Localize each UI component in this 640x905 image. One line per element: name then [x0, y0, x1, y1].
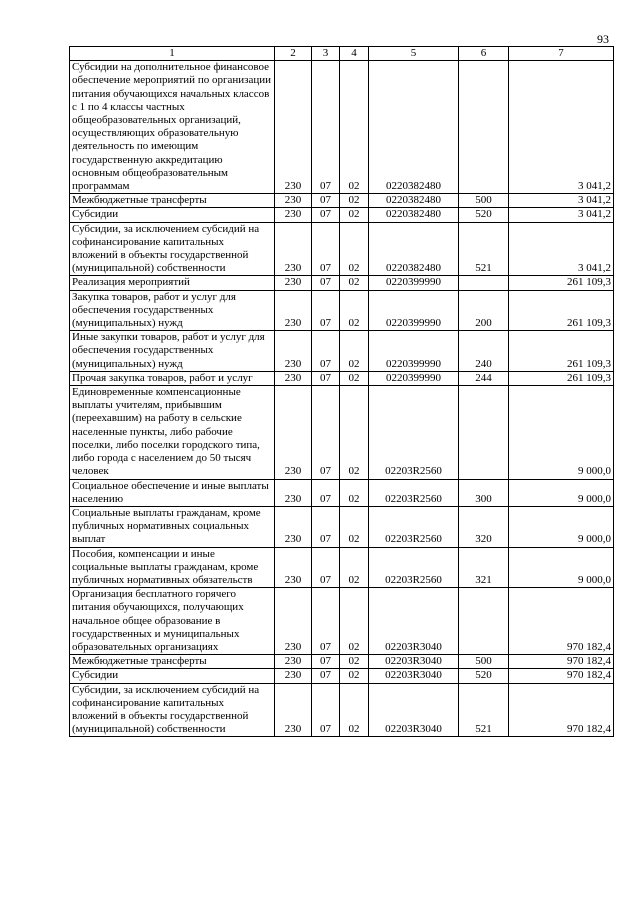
- expense-type-code-cell: 240: [459, 331, 509, 372]
- ministry-code-cell: 230: [275, 588, 312, 655]
- section-code-cell: 07: [312, 222, 340, 276]
- item-name-cell: Субсидии на дополнительное финансовое обеспечение мероприятий по организации питания обучающихся начальных классов с 1 по 4 классы частных общеобразовательных организаций, осуществляющих образовательную деятельность по имеющим государственную аккредитацию основным общеобразовательным программам: [70, 61, 275, 194]
- target-article-code-cell: 02203R2560: [369, 386, 459, 479]
- header-cell: 7: [509, 47, 614, 61]
- item-name-cell: Межбюджетные трансферты: [70, 194, 275, 208]
- expense-type-code-cell: 321: [459, 547, 509, 588]
- section-code-cell: 07: [312, 276, 340, 290]
- item-name-cell: Единовременные компенсационные выплаты учителям, прибывшим (переехавшим) на работу в сельские населенные пункты, либо рабочие поселки, либо поселки городского типа, либо города с населением до 50 тысяч человек: [70, 386, 275, 479]
- expense-type-code-cell: [459, 588, 509, 655]
- amount-cell: 261 109,3: [509, 331, 614, 372]
- expense-type-code-cell: 200: [459, 290, 509, 331]
- section-code-cell: 07: [312, 371, 340, 385]
- amount-cell: 970 182,4: [509, 655, 614, 669]
- table-row: [70, 547, 614, 588]
- table-body: [70, 61, 614, 737]
- subsection-code-cell: 02: [340, 208, 369, 222]
- subsection-code-cell: 02: [340, 506, 369, 547]
- target-article-code-cell: 0220399990: [369, 276, 459, 290]
- item-name-cell: Субсидии, за исключением субсидий на софинансирование капитальных вложений в объекты государственной (муниципальной) собственности: [70, 222, 275, 276]
- amount-cell: 9 000,0: [509, 386, 614, 479]
- amount-cell: 970 182,4: [509, 588, 614, 655]
- header-cell: 4: [340, 47, 369, 61]
- header-cell: 2: [275, 47, 312, 61]
- subsection-code-cell: 02: [340, 386, 369, 479]
- ministry-code-cell: 230: [275, 506, 312, 547]
- ministry-code-cell: 230: [275, 683, 312, 737]
- amount-cell: 261 109,3: [509, 290, 614, 331]
- expense-type-code-cell: 244: [459, 371, 509, 385]
- target-article-code-cell: 0220382480: [369, 61, 459, 194]
- subsection-code-cell: 02: [340, 655, 369, 669]
- target-article-code-cell: 02203R2560: [369, 506, 459, 547]
- ministry-code-cell: 230: [275, 479, 312, 506]
- table-row: [70, 331, 614, 372]
- target-article-code-cell: 0220399990: [369, 290, 459, 331]
- expense-type-code-cell: 520: [459, 669, 509, 683]
- subsection-code-cell: 02: [340, 588, 369, 655]
- section-code-cell: 07: [312, 194, 340, 208]
- amount-cell: 9 000,0: [509, 506, 614, 547]
- expense-type-code-cell: 521: [459, 222, 509, 276]
- ministry-code-cell: 230: [275, 331, 312, 372]
- ministry-code-cell: 230: [275, 61, 312, 194]
- table-row: [70, 276, 614, 290]
- target-article-code-cell: 02203R3040: [369, 655, 459, 669]
- amount-cell: 970 182,4: [509, 683, 614, 737]
- amount-cell: 3 041,2: [509, 208, 614, 222]
- table-row: [70, 290, 614, 331]
- amount-cell: 261 109,3: [509, 276, 614, 290]
- item-name-cell: Социальное обеспечение и иные выплаты населению: [70, 479, 275, 506]
- header-cell: 1: [70, 47, 275, 61]
- expense-type-code-cell: 520: [459, 208, 509, 222]
- subsection-code-cell: 02: [340, 61, 369, 194]
- section-code-cell: 07: [312, 331, 340, 372]
- item-name-cell: Иные закупки товаров, работ и услуг для обеспечения государственных (муниципальных) нужд: [70, 331, 275, 372]
- item-name-cell: Закупка товаров, работ и услуг для обеспечения государственных (муниципальных) нужд: [70, 290, 275, 331]
- table-row: [70, 371, 614, 385]
- amount-cell: 3 041,2: [509, 194, 614, 208]
- expense-type-code-cell: [459, 386, 509, 479]
- table-row: [70, 194, 614, 208]
- page-number: 93: [597, 32, 609, 46]
- ministry-code-cell: 230: [275, 655, 312, 669]
- table-row: [70, 588, 614, 655]
- subsection-code-cell: 02: [340, 479, 369, 506]
- target-article-code-cell: 0220382480: [369, 208, 459, 222]
- amount-cell: 9 000,0: [509, 547, 614, 588]
- target-article-code-cell: 0220399990: [369, 331, 459, 372]
- target-article-code-cell: 0220399990: [369, 371, 459, 385]
- expense-type-code-cell: 300: [459, 479, 509, 506]
- budget-table: [69, 46, 614, 737]
- item-name-cell: Субсидии: [70, 669, 275, 683]
- target-article-code-cell: 02203R3040: [369, 683, 459, 737]
- item-name-cell: Прочая закупка товаров, работ и услуг: [70, 371, 275, 385]
- ministry-code-cell: 230: [275, 208, 312, 222]
- expense-type-code-cell: [459, 61, 509, 194]
- amount-cell: 9 000,0: [509, 479, 614, 506]
- section-code-cell: 07: [312, 208, 340, 222]
- section-code-cell: 07: [312, 290, 340, 331]
- amount-cell: 3 041,2: [509, 222, 614, 276]
- table-row: [70, 669, 614, 683]
- table-row: [70, 222, 614, 276]
- section-code-cell: 07: [312, 683, 340, 737]
- item-name-cell: Межбюджетные трансферты: [70, 655, 275, 669]
- table-row: [70, 61, 614, 194]
- ministry-code-cell: 230: [275, 386, 312, 479]
- ministry-code-cell: 230: [275, 222, 312, 276]
- header-row: [70, 47, 614, 61]
- subsection-code-cell: 02: [340, 194, 369, 208]
- expense-type-code-cell: 500: [459, 655, 509, 669]
- item-name-cell: Организация бесплатного горячего питания обучающихся, получающих начальное общее образование в государственных и муниципальных образовательных организациях: [70, 588, 275, 655]
- target-article-code-cell: 02203R2560: [369, 479, 459, 506]
- target-article-code-cell: 02203R3040: [369, 588, 459, 655]
- item-name-cell: Реализация мероприятий: [70, 276, 275, 290]
- subsection-code-cell: 02: [340, 331, 369, 372]
- table-row: [70, 655, 614, 669]
- expense-type-code-cell: 500: [459, 194, 509, 208]
- item-name-cell: Субсидии: [70, 208, 275, 222]
- ministry-code-cell: 230: [275, 669, 312, 683]
- section-code-cell: 07: [312, 479, 340, 506]
- amount-cell: 261 109,3: [509, 371, 614, 385]
- table-row: [70, 208, 614, 222]
- amount-cell: 970 182,4: [509, 669, 614, 683]
- section-code-cell: 07: [312, 386, 340, 479]
- target-article-code-cell: 0220382480: [369, 194, 459, 208]
- target-article-code-cell: 02203R2560: [369, 547, 459, 588]
- item-name-cell: Пособия, компенсации и иные социальные выплаты гражданам, кроме публичных нормативных обязательств: [70, 547, 275, 588]
- table-row: [70, 683, 614, 737]
- subsection-code-cell: 02: [340, 547, 369, 588]
- target-article-code-cell: 0220382480: [369, 222, 459, 276]
- expense-type-code-cell: 320: [459, 506, 509, 547]
- subsection-code-cell: 02: [340, 222, 369, 276]
- table-row: [70, 479, 614, 506]
- ministry-code-cell: 230: [275, 290, 312, 331]
- ministry-code-cell: 230: [275, 194, 312, 208]
- subsection-code-cell: 02: [340, 669, 369, 683]
- ministry-code-cell: 230: [275, 276, 312, 290]
- section-code-cell: 07: [312, 655, 340, 669]
- subsection-code-cell: 02: [340, 276, 369, 290]
- expense-type-code-cell: [459, 276, 509, 290]
- header-cell: 5: [369, 47, 459, 61]
- table-row: [70, 506, 614, 547]
- subsection-code-cell: 02: [340, 371, 369, 385]
- item-name-cell: Социальные выплаты гражданам, кроме публичных нормативных социальных выплат: [70, 506, 275, 547]
- section-code-cell: 07: [312, 61, 340, 194]
- target-article-code-cell: 02203R3040: [369, 669, 459, 683]
- item-name-cell: Субсидии, за исключением субсидий на софинансирование капитальных вложений в объекты государственной (муниципальной) собственности: [70, 683, 275, 737]
- ministry-code-cell: 230: [275, 371, 312, 385]
- section-code-cell: 07: [312, 669, 340, 683]
- section-code-cell: 07: [312, 547, 340, 588]
- subsection-code-cell: 02: [340, 683, 369, 737]
- header-cell: 3: [312, 47, 340, 61]
- amount-cell: 3 041,2: [509, 61, 614, 194]
- section-code-cell: 07: [312, 506, 340, 547]
- subsection-code-cell: 02: [340, 290, 369, 331]
- header-cell: 6: [459, 47, 509, 61]
- expense-type-code-cell: 521: [459, 683, 509, 737]
- table-row: [70, 386, 614, 479]
- ministry-code-cell: 230: [275, 547, 312, 588]
- section-code-cell: 07: [312, 588, 340, 655]
